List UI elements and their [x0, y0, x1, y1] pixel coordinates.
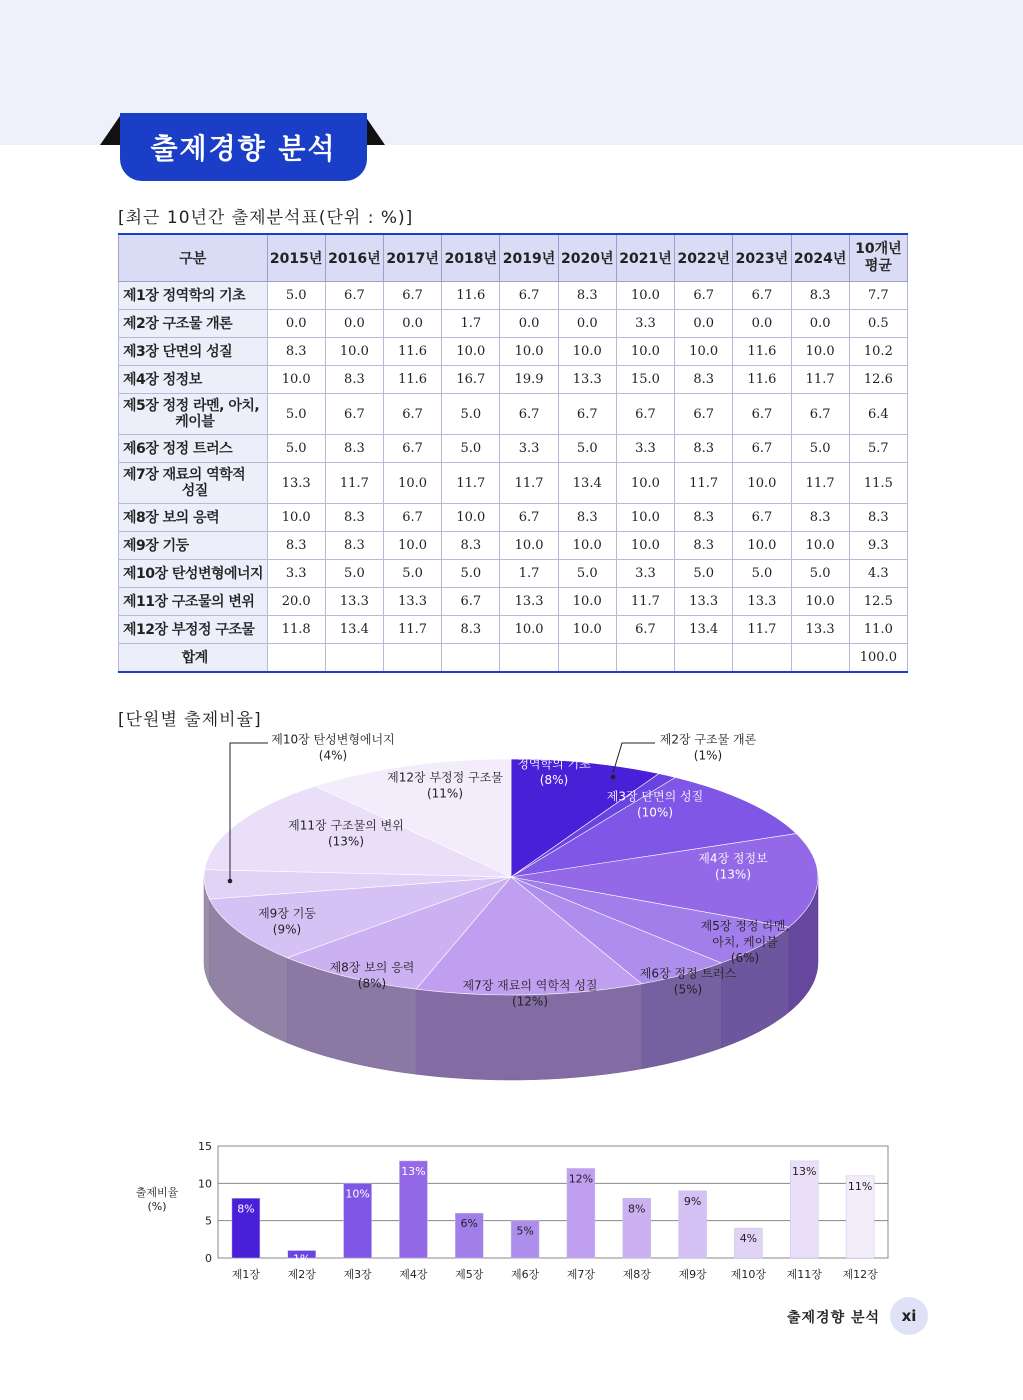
- x-tick-label: 제12장: [842, 1268, 878, 1281]
- table-cell: 10.0: [558, 532, 616, 560]
- table-cell: 6.4: [849, 394, 907, 435]
- y-tick-label: 15: [198, 1140, 212, 1153]
- table-cell: 13.3: [733, 588, 791, 616]
- y-axis-label: 출제비율: [135, 1186, 179, 1199]
- table-cell: 8.3: [791, 282, 849, 310]
- table-cell: 12.6: [849, 366, 907, 394]
- section-title: 출제경향 분석: [120, 113, 367, 181]
- table-cell: 8.3: [558, 282, 616, 310]
- table-cell: 8.3: [791, 504, 849, 532]
- pie-label: 제1장: [538, 741, 570, 755]
- x-tick-label: 제8장: [622, 1268, 651, 1281]
- col-header-6: 2020년: [558, 234, 616, 282]
- col-header-11: 10개년 평균: [849, 234, 907, 282]
- col-header-5: 2019년: [500, 234, 558, 282]
- table-cell: 6.7: [733, 394, 791, 435]
- table-cell: 10.0: [384, 463, 442, 504]
- table-cell: 11.7: [384, 616, 442, 644]
- table-cell: 8.3: [267, 338, 325, 366]
- pie-label: (8%): [539, 773, 569, 787]
- table-cell: 10.0: [267, 504, 325, 532]
- table-cell: 13.3: [267, 463, 325, 504]
- table-cell: 10.0: [733, 532, 791, 560]
- table-cell: 11.7: [733, 616, 791, 644]
- table-cell: 11.7: [616, 588, 674, 616]
- table-cell: 6.7: [616, 616, 674, 644]
- table-cell: 10.0: [616, 338, 674, 366]
- col-header-3: 2017년: [384, 234, 442, 282]
- table-cell: 5.0: [442, 394, 500, 435]
- table-row: [119, 588, 908, 616]
- table-cell: 6.7: [325, 282, 383, 310]
- table-cell: 9.3: [849, 532, 907, 560]
- table-cell: 3.3: [616, 310, 674, 338]
- col-header-7: 2021년: [616, 234, 674, 282]
- table-cell: 5.0: [267, 282, 325, 310]
- table-cell: 13.3: [325, 588, 383, 616]
- table-cell: 13.3: [675, 588, 733, 616]
- row-label: 제1장 정역학의 기초: [119, 282, 268, 310]
- bar-value-label: 13%: [401, 1164, 426, 1178]
- table-cell: 10.0: [267, 366, 325, 394]
- x-tick-label: 제3장: [343, 1268, 372, 1281]
- table-cell: 8.3: [675, 435, 733, 463]
- table-cell: [384, 644, 442, 673]
- table-cell: [733, 644, 791, 673]
- table-cell: 6.7: [442, 588, 500, 616]
- table-row: [119, 463, 908, 504]
- table-row: [119, 394, 908, 435]
- table-cell: 10.0: [500, 532, 558, 560]
- table-cell: 11.7: [500, 463, 558, 504]
- table-cell: 1.7: [500, 560, 558, 588]
- table-cell: 8.3: [442, 616, 500, 644]
- col-header-8: 2022년: [675, 234, 733, 282]
- row-label: 제9장 기둥: [119, 532, 268, 560]
- table-cell: 11.6: [384, 338, 442, 366]
- table-cell: 20.0: [267, 588, 325, 616]
- table-cell: 11.6: [733, 366, 791, 394]
- table-cell: 13.4: [558, 463, 616, 504]
- pie-label: (11%): [426, 786, 464, 801]
- pie-label: 제12장 부정정 구조물: [387, 770, 503, 785]
- col-header-1: 2015년: [267, 234, 325, 282]
- pie-label: 제3장 단면의 성질: [606, 789, 704, 804]
- row-label: 제10장 탄성변형에너지: [119, 560, 268, 588]
- table-cell: 13.4: [675, 616, 733, 644]
- table-cell: [791, 644, 849, 673]
- row-label: 제8장 보의 응력: [119, 504, 268, 532]
- pie-label: 제8장 보의 응력: [329, 960, 415, 975]
- table-cell: 6.7: [384, 394, 442, 435]
- table-cell: 7.7: [849, 282, 907, 310]
- table-cell: 16.7: [442, 366, 500, 394]
- table-cell: 8.3: [558, 504, 616, 532]
- pie-label: 제9장 기둥: [258, 906, 316, 921]
- table-cell: 5.0: [442, 560, 500, 588]
- pie-label: (1%): [693, 748, 723, 763]
- table-cell: 6.7: [384, 282, 442, 310]
- row-label: 제2장 구조물 개론: [119, 310, 268, 338]
- table-cell: 10.0: [675, 338, 733, 366]
- table-cell: 11.7: [791, 463, 849, 504]
- table-cell: 10.0: [616, 282, 674, 310]
- table-cell: 8.3: [325, 504, 383, 532]
- table-header-row: [119, 234, 908, 282]
- table-cell: 11.5: [849, 463, 907, 504]
- table-row: [119, 310, 908, 338]
- table-cell: 10.0: [442, 504, 500, 532]
- table-cell: 6.7: [733, 282, 791, 310]
- bar-value-label: 5%: [516, 1224, 534, 1238]
- table-cell: 5.7: [849, 435, 907, 463]
- table-row: [119, 532, 908, 560]
- table-cell: 3.3: [616, 435, 674, 463]
- table-cell: 0.0: [500, 310, 558, 338]
- table-cell: 8.3: [325, 366, 383, 394]
- pie-leader-dot: [228, 879, 233, 884]
- bar-value-label: 4%: [739, 1232, 758, 1246]
- x-tick-label: 제7장: [566, 1268, 596, 1281]
- x-tick-label: 제4장: [399, 1268, 428, 1281]
- table-row: [119, 366, 908, 394]
- table-cell: 13.3: [500, 588, 558, 616]
- table-cell: 10.0: [791, 588, 849, 616]
- pie-chart: [0, 725, 1023, 1125]
- row-label: 합계: [119, 644, 268, 673]
- table-row: [119, 504, 908, 532]
- table-cell: 6.7: [791, 394, 849, 435]
- table-cell: 6.7: [675, 394, 733, 435]
- table-cell: 5.0: [267, 435, 325, 463]
- table-cell: 8.3: [442, 532, 500, 560]
- table-cell: 0.5: [849, 310, 907, 338]
- col-header-10: 2024년: [791, 234, 849, 282]
- chart-caption: [단원별 출제비율]: [118, 710, 262, 730]
- pie-label: (13%): [714, 867, 752, 882]
- bar-value-label: 8%: [628, 1202, 646, 1216]
- table-cell: 5.0: [733, 560, 791, 588]
- table-cell: 10.0: [791, 338, 849, 366]
- table-cell: [616, 644, 674, 673]
- table-cell: 8.3: [267, 532, 325, 560]
- table-cell: 6.7: [500, 504, 558, 532]
- table-cell: 5.0: [675, 560, 733, 588]
- col-header-9: 2023년: [733, 234, 791, 282]
- table-cell: 11.0: [849, 616, 907, 644]
- col-header-2: 2016년: [325, 234, 383, 282]
- table-cell: 10.0: [325, 338, 383, 366]
- table-cell: 5.0: [791, 560, 849, 588]
- table-cell: 6.7: [325, 394, 383, 435]
- x-tick-label: 제5장: [455, 1268, 484, 1281]
- table-cell: 1.7: [442, 310, 500, 338]
- table-cell: 6.7: [384, 504, 442, 532]
- row-label: 제4장 정정보: [119, 366, 268, 394]
- table-cell: 6.7: [384, 435, 442, 463]
- y-tick-label: 5: [205, 1214, 212, 1228]
- table-cell: 8.3: [325, 532, 383, 560]
- table-cell: 5.0: [558, 435, 616, 463]
- y-tick-label: 0: [205, 1252, 212, 1265]
- table-cell: 11.7: [442, 463, 500, 504]
- table-cell: 8.3: [849, 504, 907, 532]
- table-cell: 10.0: [442, 338, 500, 366]
- x-tick-label: 제6장: [510, 1268, 540, 1281]
- table-cell: 11.6: [733, 338, 791, 366]
- table-cell: 6.7: [733, 504, 791, 532]
- bar-chart: [0, 1130, 1023, 1290]
- table-cell: 6.7: [500, 394, 558, 435]
- table-cell: 10.0: [791, 532, 849, 560]
- table-cell: 3.3: [500, 435, 558, 463]
- x-tick-label: 제11장: [786, 1268, 822, 1281]
- table-cell: 0.0: [733, 310, 791, 338]
- table-cell: 15.0: [616, 366, 674, 394]
- table-cell: 12.5: [849, 588, 907, 616]
- x-tick-label: 제10장: [730, 1268, 767, 1281]
- table-cell: 10.0: [616, 504, 674, 532]
- pie-label: 제5장 정정 라멘,: [700, 919, 790, 933]
- table-cell: 5.0: [325, 560, 383, 588]
- pie-label: (8%): [357, 976, 387, 991]
- pie-label: 제6장 정정 트러스: [639, 966, 737, 981]
- pie-label: (5%): [673, 982, 703, 997]
- x-tick-label: 제9장: [678, 1268, 707, 1281]
- pie-leader-dot: [611, 775, 616, 780]
- row-label: 제7장 재료의 역학적 성질: [119, 463, 268, 504]
- table-cell: 8.3: [325, 435, 383, 463]
- table-cell: [325, 644, 383, 673]
- table-cell: [675, 644, 733, 673]
- analysis-table: [118, 233, 908, 673]
- table-cell: 11.7: [791, 366, 849, 394]
- col-header-4: 2018년: [442, 234, 500, 282]
- table-cell: 0.0: [384, 310, 442, 338]
- bar-value-label: 9%: [683, 1194, 702, 1208]
- row-label: 제12장 부정정 구조물: [119, 616, 268, 644]
- table-cell: 5.0: [267, 394, 325, 435]
- table-body: [119, 282, 908, 673]
- plot-frame: [218, 1146, 888, 1258]
- pie-label: 제4장 정정보: [698, 851, 768, 866]
- bar-value-label: 8%: [237, 1202, 255, 1216]
- table-cell: 11.7: [675, 463, 733, 504]
- table-cell: 0.0: [675, 310, 733, 338]
- table-cell: 13.3: [558, 366, 616, 394]
- table-cell: 5.0: [791, 435, 849, 463]
- pie-label: 제7장 재료의 역학적 성질: [462, 978, 598, 993]
- bar-value-label: 10%: [345, 1187, 370, 1201]
- bar-value-label: 1%: [293, 1252, 311, 1266]
- table-cell: 10.0: [500, 616, 558, 644]
- table-cell: 10.0: [558, 588, 616, 616]
- table-cell: 6.7: [558, 394, 616, 435]
- table-cell: 5.0: [384, 560, 442, 588]
- pie-label: 제11장 구조물의 변위: [288, 818, 404, 833]
- table-cell: [267, 644, 325, 673]
- table-cell: 11.6: [384, 366, 442, 394]
- running-title: 출제경향 분석: [787, 1310, 881, 1326]
- table-cell: [442, 644, 500, 673]
- table-cell: [500, 644, 558, 673]
- bar-value-label: 13%: [792, 1164, 817, 1178]
- row-label: 제11장 구조물의 변위: [119, 588, 268, 616]
- table-cell: 13.4: [325, 616, 383, 644]
- table-cell: 10.0: [558, 338, 616, 366]
- table-cell: 4.3: [849, 560, 907, 588]
- col-header-category: 구분: [119, 234, 268, 282]
- table-cell: 11.6: [442, 282, 500, 310]
- table-cell: 6.7: [500, 282, 558, 310]
- table-row: [119, 338, 908, 366]
- bar-value-label: 12%: [568, 1172, 594, 1186]
- pie-label: (4%): [318, 748, 348, 763]
- x-tick-label: 제2장: [287, 1268, 316, 1281]
- x-tick-label: 제1장: [231, 1268, 261, 1281]
- row-label: 제3장 단면의 성질: [119, 338, 268, 366]
- table-cell: 10.0: [616, 532, 674, 560]
- pie-label: (9%): [272, 922, 302, 937]
- table-cell: 0.0: [325, 310, 383, 338]
- table-cell: 13.3: [384, 588, 442, 616]
- table-cell: 100.0: [849, 644, 907, 673]
- bar-value-label: 6%: [460, 1217, 478, 1231]
- pie-label: 정역학의 기초: [517, 757, 591, 771]
- table-cell: 8.3: [675, 504, 733, 532]
- table-row: [119, 435, 908, 463]
- table-total-row: [119, 644, 908, 673]
- y-axis-label: (%): [147, 1200, 167, 1213]
- table-cell: 10.0: [384, 532, 442, 560]
- table-cell: 3.3: [267, 560, 325, 588]
- table-cell: 5.0: [558, 560, 616, 588]
- table-row: [119, 282, 908, 310]
- table-cell: 0.0: [558, 310, 616, 338]
- table-cell: 8.3: [675, 366, 733, 394]
- page-number: xi: [890, 1297, 928, 1335]
- table-cell: 19.9: [500, 366, 558, 394]
- row-label: 제6장 정정 트러스: [119, 435, 268, 463]
- table-cell: 5.0: [442, 435, 500, 463]
- table-cell: 11.8: [267, 616, 325, 644]
- table-cell: 10.2: [849, 338, 907, 366]
- pie-label: 제2장 구조물 개론: [659, 732, 757, 747]
- table-cell: 10.0: [616, 463, 674, 504]
- table-cell: 8.3: [675, 532, 733, 560]
- pie-label: (10%): [636, 805, 674, 820]
- table-cell: 11.7: [325, 463, 383, 504]
- table-cell: 3.3: [616, 560, 674, 588]
- table-row: [119, 560, 908, 588]
- pie-label: 아치, 케이블: [712, 935, 778, 949]
- table-cell: 6.7: [733, 435, 791, 463]
- y-tick-label: 10: [198, 1177, 212, 1191]
- table-row: [119, 616, 908, 644]
- pie-label: 제10장 탄성변형에너지: [271, 732, 395, 747]
- table-cell: [558, 644, 616, 673]
- pie-label: (6%): [730, 951, 760, 965]
- table-cell: 13.3: [791, 616, 849, 644]
- table-cell: 6.7: [675, 282, 733, 310]
- table-cell: 0.0: [267, 310, 325, 338]
- pie-label: (13%): [327, 834, 365, 849]
- bar-value-label: 11%: [847, 1179, 873, 1193]
- row-label: 제5장 정정 라멘, 아치, 케이블: [119, 394, 268, 435]
- table-cell: 10.0: [500, 338, 558, 366]
- pie-label: (12%): [511, 994, 549, 1009]
- table-cell: 0.0: [791, 310, 849, 338]
- table-caption: [최근 10년간 출제분석표(단위 : %)]: [118, 208, 414, 228]
- table-cell: 10.0: [558, 616, 616, 644]
- table-cell: 6.7: [616, 394, 674, 435]
- table-cell: 10.0: [733, 463, 791, 504]
